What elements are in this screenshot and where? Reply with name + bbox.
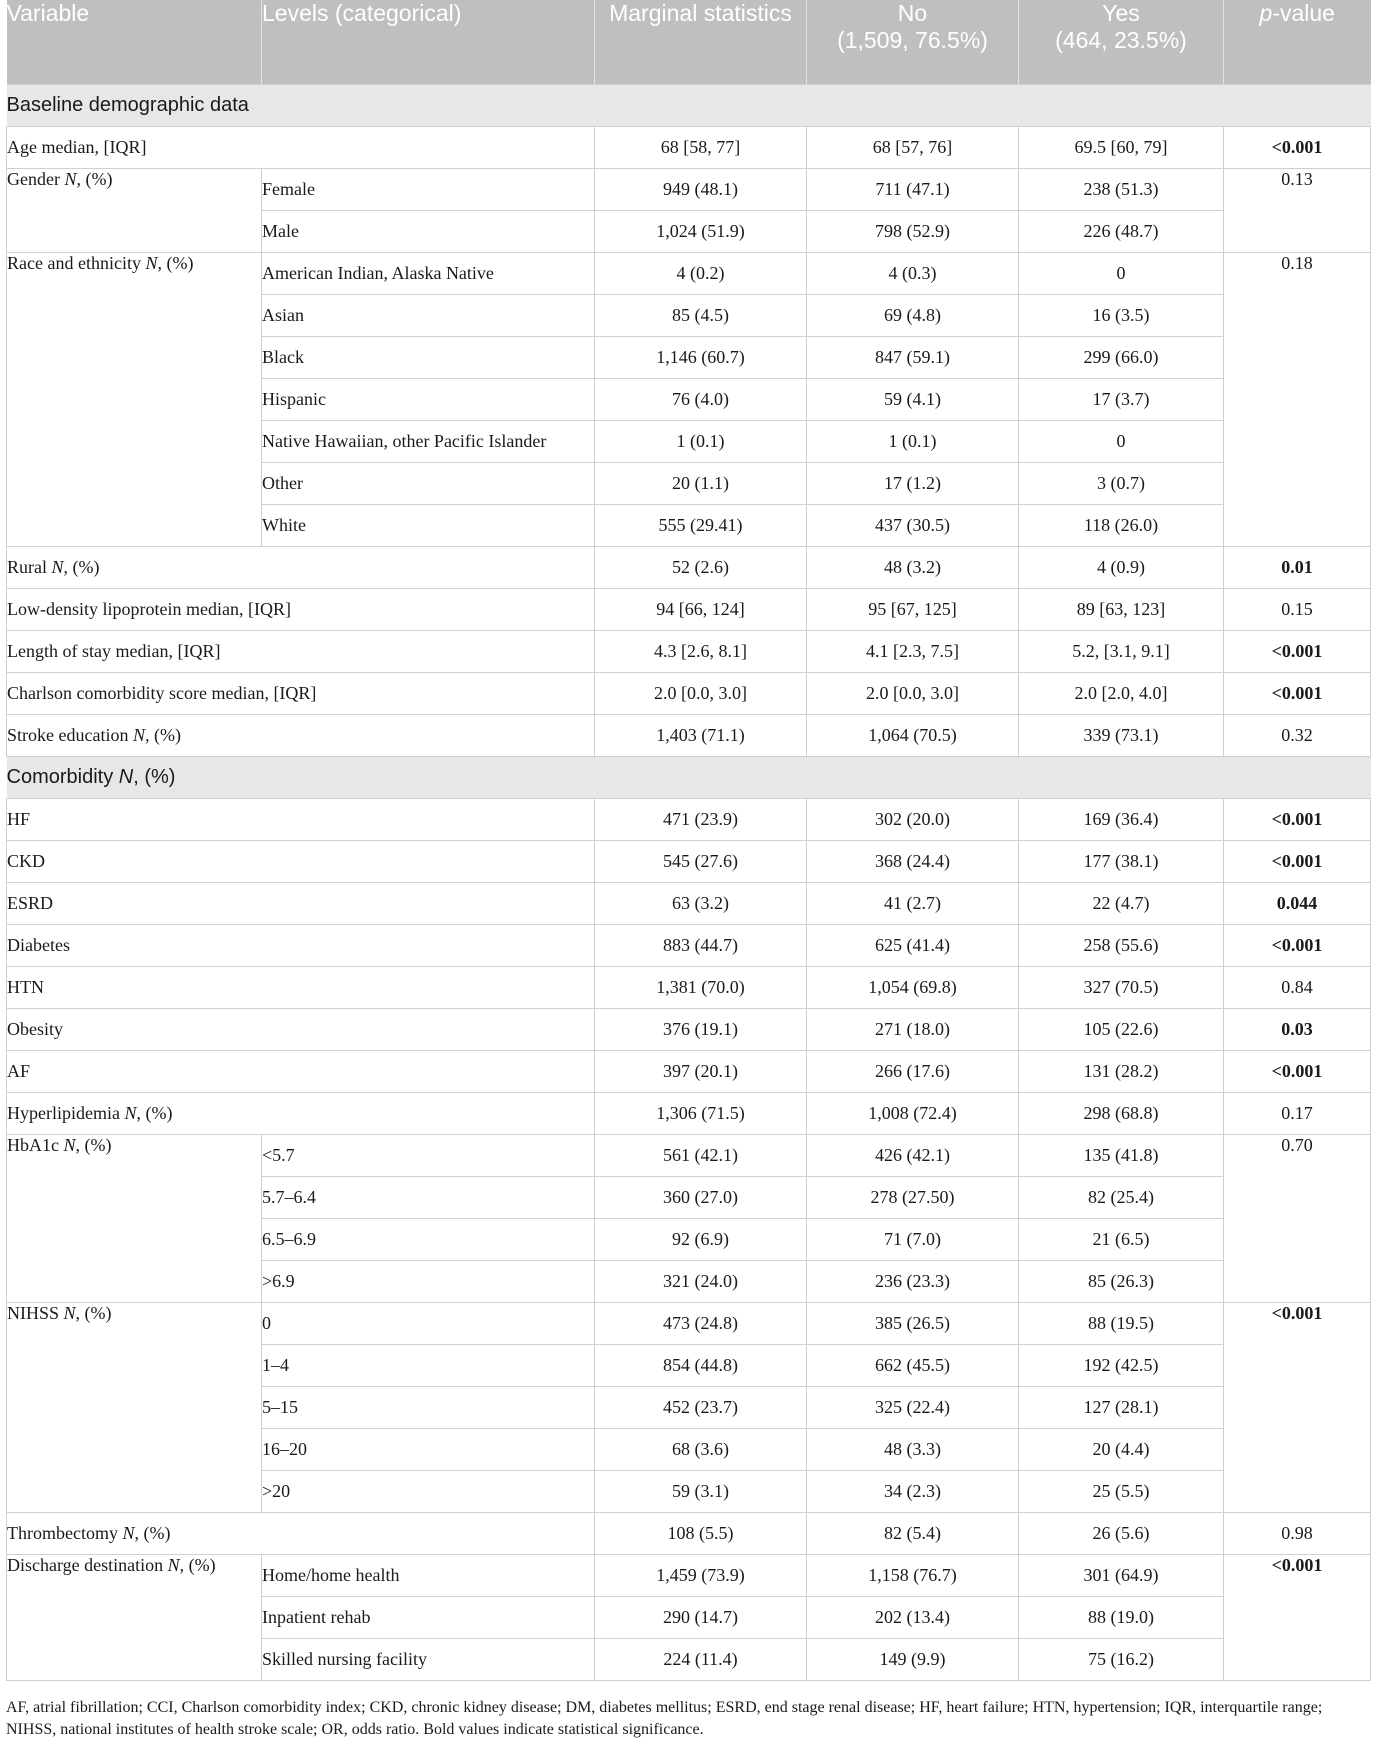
level-cell: >20 [262, 1470, 595, 1512]
yes-cell: 327 (70.5) [1019, 966, 1224, 1008]
p-value-cell: 0.84 [1224, 966, 1371, 1008]
variable-cell [7, 798, 595, 840]
no-cell: 662 (45.5) [807, 1344, 1019, 1386]
header-yes-count: (464, 23.5%) [1055, 27, 1187, 53]
level-cell: Asian [262, 294, 595, 336]
marginal-cell: 224 (11.4) [595, 1638, 807, 1680]
p-value-cell: <0.001 [1224, 840, 1371, 882]
no-cell: 34 (2.3) [807, 1470, 1019, 1512]
table-row [7, 630, 1371, 672]
marginal-cell: 85 (4.5) [595, 294, 807, 336]
marginal-cell: 397 (20.1) [595, 1050, 807, 1092]
marginal-cell: 68 [58, 77] [595, 126, 807, 168]
marginal-cell: 52 (2.6) [595, 546, 807, 588]
yes-cell: 0 [1019, 420, 1224, 462]
no-cell: 271 (18.0) [807, 1008, 1019, 1050]
yes-cell: 69.5 [60, 79] [1019, 126, 1224, 168]
table-row [7, 546, 1371, 588]
yes-cell: 238 (51.3) [1019, 168, 1224, 210]
data-table [6, 0, 1371, 1681]
table-row [7, 672, 1371, 714]
variable-cell [7, 924, 595, 966]
variable-name: Thrombectomy [7, 1522, 123, 1543]
p-value-cell: <0.001 [1224, 798, 1371, 840]
variable-cell [7, 588, 595, 630]
variable-tail: , (%) [179, 1554, 216, 1575]
no-cell: 847 (59.1) [807, 336, 1019, 378]
variable-cell [7, 966, 595, 1008]
yes-cell: 25 (5.5) [1019, 1470, 1224, 1512]
marginal-cell: 59 (3.1) [595, 1470, 807, 1512]
no-cell: 48 (3.3) [807, 1428, 1019, 1470]
marginal-cell: 321 (24.0) [595, 1260, 807, 1302]
header-no-label: No [897, 0, 928, 26]
no-cell: 1,064 (70.5) [807, 714, 1019, 756]
variable-cell [7, 1302, 262, 1512]
table-row [7, 798, 1371, 840]
marginal-cell: 2.0 [0.0, 3.0] [595, 672, 807, 714]
marginal-cell: 376 (19.1) [595, 1008, 807, 1050]
table-row [7, 966, 1371, 1008]
level-cell: 6.5–6.9 [262, 1218, 595, 1260]
marginal-cell: 1,381 (70.0) [595, 966, 807, 1008]
level-cell: Male [262, 210, 595, 252]
level-cell: Inpatient rehab [262, 1596, 595, 1638]
variable-name: Gender [7, 168, 65, 189]
yes-cell: 88 (19.5) [1019, 1302, 1224, 1344]
header-levels: Levels (categorical) [262, 0, 595, 84]
no-cell: 2.0 [0.0, 3.0] [807, 672, 1019, 714]
section-title [7, 84, 1371, 126]
yes-cell: 127 (28.1) [1019, 1386, 1224, 1428]
yes-cell: 192 (42.5) [1019, 1344, 1224, 1386]
yes-cell: 75 (16.2) [1019, 1638, 1224, 1680]
variable-cell [7, 630, 595, 672]
variable-name: CKD [7, 850, 46, 871]
yes-cell: 3 (0.7) [1019, 462, 1224, 504]
section-title-em: N [118, 765, 134, 788]
level-cell: Native Hawaiian, other Pacific Islander [262, 420, 595, 462]
level-cell: Skilled nursing facility [262, 1638, 595, 1680]
p-value-cell: 0.98 [1224, 1512, 1371, 1554]
variable-name: Race and ethnicity [7, 252, 146, 273]
no-cell: 4 (0.3) [807, 252, 1019, 294]
table-header-row [7, 0, 1371, 84]
p-value-cell: <0.001 [1224, 1302, 1371, 1512]
marginal-cell: 471 (23.9) [595, 798, 807, 840]
variable-name: HF [7, 808, 31, 829]
marginal-cell: 1,403 (71.1) [595, 714, 807, 756]
table-row [7, 126, 1371, 168]
marginal-cell: 545 (27.6) [595, 840, 807, 882]
table-row [7, 1302, 1371, 1344]
table-row [7, 1092, 1371, 1134]
marginal-cell: 290 (14.7) [595, 1596, 807, 1638]
p-value-cell: 0.32 [1224, 714, 1371, 756]
variable-name: NIHSS [7, 1302, 64, 1323]
marginal-cell: 1,459 (73.9) [595, 1554, 807, 1596]
header-no-count: (1,509, 76.5%) [837, 27, 988, 53]
variable-n: N [64, 168, 77, 189]
p-value-cell: <0.001 [1224, 630, 1371, 672]
variable-n: N [124, 1102, 137, 1123]
yes-cell: 299 (66.0) [1019, 336, 1224, 378]
yes-cell: 5.2, [3.1, 9.1] [1019, 630, 1224, 672]
variable-cell [7, 1092, 595, 1134]
level-cell: Hispanic [262, 378, 595, 420]
no-cell: 95 [67, 125] [807, 588, 1019, 630]
section-row [7, 84, 1371, 126]
yes-cell: 4 (0.9) [1019, 546, 1224, 588]
variable-tail: , (%) [76, 168, 113, 189]
p-value-cell: 0.18 [1224, 252, 1371, 546]
yes-cell: 2.0 [2.0, 4.0] [1019, 672, 1224, 714]
variable-name: Length of stay median, [IQR] [7, 640, 221, 661]
yes-cell: 21 (6.5) [1019, 1218, 1224, 1260]
header-marginal: Marginal statistics [595, 0, 807, 84]
variable-cell [7, 546, 595, 588]
variable-name: Hyperlipidemia [7, 1102, 125, 1123]
no-cell: 17 (1.2) [807, 462, 1019, 504]
variable-tail: , (%) [63, 556, 100, 577]
variable-n: N [63, 1134, 76, 1155]
table-row [7, 1008, 1371, 1050]
table-row [7, 168, 1371, 210]
variable-name: AF [7, 1060, 31, 1081]
marginal-cell: 4.3 [2.6, 8.1] [595, 630, 807, 672]
no-cell: 437 (30.5) [807, 504, 1019, 546]
variable-name: Charlson comorbidity score median, [IQR] [7, 682, 317, 703]
variable-name: Obesity [7, 1018, 63, 1039]
yes-cell: 26 (5.6) [1019, 1512, 1224, 1554]
level-cell: White [262, 504, 595, 546]
no-cell: 278 (27.50) [807, 1176, 1019, 1218]
no-cell: 1 (0.1) [807, 420, 1019, 462]
yes-cell: 85 (26.3) [1019, 1260, 1224, 1302]
p-value-cell: 0.03 [1224, 1008, 1371, 1050]
yes-cell: 82 (25.4) [1019, 1176, 1224, 1218]
section-row [7, 756, 1371, 798]
no-cell: 202 (13.4) [807, 1596, 1019, 1638]
yes-cell: 20 (4.4) [1019, 1428, 1224, 1470]
p-value-cell: <0.001 [1224, 126, 1371, 168]
yes-cell: 226 (48.7) [1019, 210, 1224, 252]
variable-cell [7, 882, 595, 924]
yes-cell: 298 (68.8) [1019, 1092, 1224, 1134]
no-cell: 149 (9.9) [807, 1638, 1019, 1680]
p-value-cell: 0.13 [1224, 168, 1371, 252]
variable-cell [7, 252, 262, 546]
variable-n: N [167, 1554, 180, 1575]
level-cell: Other [262, 462, 595, 504]
no-cell: 68 [57, 76] [807, 126, 1019, 168]
marginal-cell: 94 [66, 124] [595, 588, 807, 630]
variable-cell [7, 714, 595, 756]
marginal-cell: 68 (3.6) [595, 1428, 807, 1470]
variable-tail: , (%) [134, 1522, 171, 1543]
variable-n: N [63, 1302, 76, 1323]
no-cell: 1,008 (72.4) [807, 1092, 1019, 1134]
no-cell: 1,158 (76.7) [807, 1554, 1019, 1596]
variable-name: HTN [7, 976, 44, 997]
yes-cell: 339 (73.1) [1019, 714, 1224, 756]
marginal-cell: 63 (3.2) [595, 882, 807, 924]
yes-cell: 0 [1019, 252, 1224, 294]
variable-name: Stroke education [7, 724, 133, 745]
marginal-cell: 1 (0.1) [595, 420, 807, 462]
variable-cell [7, 840, 595, 882]
yes-cell: 301 (64.9) [1019, 1554, 1224, 1596]
no-cell: 625 (41.4) [807, 924, 1019, 966]
table-row [7, 714, 1371, 756]
no-cell: 302 (20.0) [807, 798, 1019, 840]
p-value-cell: <0.001 [1224, 1050, 1371, 1092]
yes-cell: 169 (36.4) [1019, 798, 1224, 840]
variable-n: N [145, 252, 158, 273]
header-yes-label: Yes [1102, 0, 1140, 26]
no-cell: 59 (4.1) [807, 378, 1019, 420]
no-cell: 236 (23.3) [807, 1260, 1019, 1302]
level-cell: Female [262, 168, 595, 210]
marginal-cell: 20 (1.1) [595, 462, 807, 504]
table-row [7, 1554, 1371, 1596]
variable-name: Age median, [IQR] [7, 136, 147, 157]
marginal-cell: 883 (44.7) [595, 924, 807, 966]
variable-tail: , (%) [75, 1134, 112, 1155]
table-row [7, 840, 1371, 882]
no-cell: 798 (52.9) [807, 210, 1019, 252]
p-value-cell: 0.01 [1224, 546, 1371, 588]
variable-n: N [132, 724, 145, 745]
variable-name: HbA1c [7, 1134, 64, 1155]
header-p-value [1224, 0, 1371, 84]
yes-cell: 105 (22.6) [1019, 1008, 1224, 1050]
level-cell: 0 [262, 1302, 595, 1344]
no-cell: 1,054 (69.8) [807, 966, 1019, 1008]
no-cell: 48 (3.2) [807, 546, 1019, 588]
p-value-cell: 0.70 [1224, 1134, 1371, 1302]
table-body [7, 84, 1371, 1680]
p-value-cell: <0.001 [1224, 1554, 1371, 1680]
yes-cell: 22 (4.7) [1019, 882, 1224, 924]
table-row [7, 924, 1371, 966]
level-cell: Black [262, 336, 595, 378]
marginal-cell: 108 (5.5) [595, 1512, 807, 1554]
variable-name: ESRD [7, 892, 54, 913]
marginal-cell: 360 (27.0) [595, 1176, 807, 1218]
table-row [7, 588, 1371, 630]
variable-name: Low-density lipoprotein median, [IQR] [7, 598, 291, 619]
variable-name: Rural [7, 556, 52, 577]
variable-n: N [122, 1522, 135, 1543]
no-cell: 368 (24.4) [807, 840, 1019, 882]
variable-tail: , (%) [136, 1102, 173, 1123]
p-value-cell: 0.15 [1224, 588, 1371, 630]
header-p-suffix: -value [1272, 0, 1335, 26]
yes-cell: 131 (28.2) [1019, 1050, 1224, 1092]
table-row [7, 252, 1371, 294]
yes-cell: 177 (38.1) [1019, 840, 1224, 882]
yes-cell: 88 (19.0) [1019, 1596, 1224, 1638]
section-title-tail: , (%) [133, 765, 176, 788]
marginal-cell: 473 (24.8) [595, 1302, 807, 1344]
marginal-cell: 854 (44.8) [595, 1344, 807, 1386]
section-title-text: Baseline demographic data [6, 93, 249, 116]
variable-n: N [51, 556, 64, 577]
p-value-cell: 0.044 [1224, 882, 1371, 924]
marginal-cell: 1,306 (71.5) [595, 1092, 807, 1134]
level-cell: 16–20 [262, 1428, 595, 1470]
p-value-cell: <0.001 [1224, 672, 1371, 714]
yes-cell: 17 (3.7) [1019, 378, 1224, 420]
marginal-cell: 76 (4.0) [595, 378, 807, 420]
variable-cell [7, 1050, 595, 1092]
yes-cell: 258 (55.6) [1019, 924, 1224, 966]
no-cell: 4.1 [2.3, 7.5] [807, 630, 1019, 672]
header-yes [1019, 0, 1224, 84]
section-title [7, 756, 1371, 798]
variable-cell [7, 1134, 262, 1302]
variable-name: Discharge destination [7, 1554, 168, 1575]
variable-cell [7, 1008, 595, 1050]
variable-name: Diabetes [7, 934, 70, 955]
table-row [7, 1050, 1371, 1092]
level-cell: >6.9 [262, 1260, 595, 1302]
level-cell: <5.7 [262, 1134, 595, 1176]
no-cell: 82 (5.4) [807, 1512, 1019, 1554]
no-cell: 711 (47.1) [807, 168, 1019, 210]
variable-cell [7, 1554, 262, 1680]
section-title-text: Comorbidity [6, 765, 119, 788]
level-cell: 5–15 [262, 1386, 595, 1428]
header-variable: Variable [7, 0, 262, 84]
no-cell: 385 (26.5) [807, 1302, 1019, 1344]
marginal-cell: 1,024 (51.9) [595, 210, 807, 252]
marginal-cell: 555 (29.41) [595, 504, 807, 546]
marginal-cell: 92 (6.9) [595, 1218, 807, 1260]
marginal-cell: 949 (48.1) [595, 168, 807, 210]
variable-tail: , (%) [75, 1302, 112, 1323]
level-cell: 5.7–6.4 [262, 1176, 595, 1218]
header-no [807, 0, 1019, 84]
yes-cell: 135 (41.8) [1019, 1134, 1224, 1176]
variable-cell [7, 168, 262, 252]
table-row [7, 1512, 1371, 1554]
no-cell: 71 (7.0) [807, 1218, 1019, 1260]
variable-tail: , (%) [157, 252, 194, 273]
yes-cell: 118 (26.0) [1019, 504, 1224, 546]
level-cell: Home/home health [262, 1554, 595, 1596]
p-value-cell: <0.001 [1224, 924, 1371, 966]
table-row [7, 1134, 1371, 1176]
no-cell: 325 (22.4) [807, 1386, 1019, 1428]
yes-cell: 16 (3.5) [1019, 294, 1224, 336]
level-cell: 1–4 [262, 1344, 595, 1386]
marginal-cell: 1,146 (60.7) [595, 336, 807, 378]
no-cell: 69 (4.8) [807, 294, 1019, 336]
yes-cell: 89 [63, 123] [1019, 588, 1224, 630]
table-footnote: AF, atrial fibrillation; CCI, Charlson comorbidity index; CKD, chronic kidney disease; DM, diabetes mellitus; ESRD, end stage renal disease; HF, heart failure; HTN, hypertension; IQR, interquartile range; NIHSS, national institutes of health stroke scale; OR, odds ratio. Bold values indicate statistical significance. [6, 1699, 1323, 1738]
no-cell: 266 (17.6) [807, 1050, 1019, 1092]
level-cell: American Indian, Alaska Native [262, 252, 595, 294]
marginal-cell: 4 (0.2) [595, 252, 807, 294]
table-row [7, 882, 1371, 924]
variable-tail: , (%) [144, 724, 181, 745]
header-p-prefix: p [1259, 0, 1273, 26]
no-cell: 426 (42.1) [807, 1134, 1019, 1176]
marginal-cell: 561 (42.1) [595, 1134, 807, 1176]
variable-cell [7, 126, 595, 168]
variable-cell [7, 672, 595, 714]
variable-cell [7, 1512, 595, 1554]
no-cell: 41 (2.7) [807, 882, 1019, 924]
p-value-cell: 0.17 [1224, 1092, 1371, 1134]
marginal-cell: 452 (23.7) [595, 1386, 807, 1428]
